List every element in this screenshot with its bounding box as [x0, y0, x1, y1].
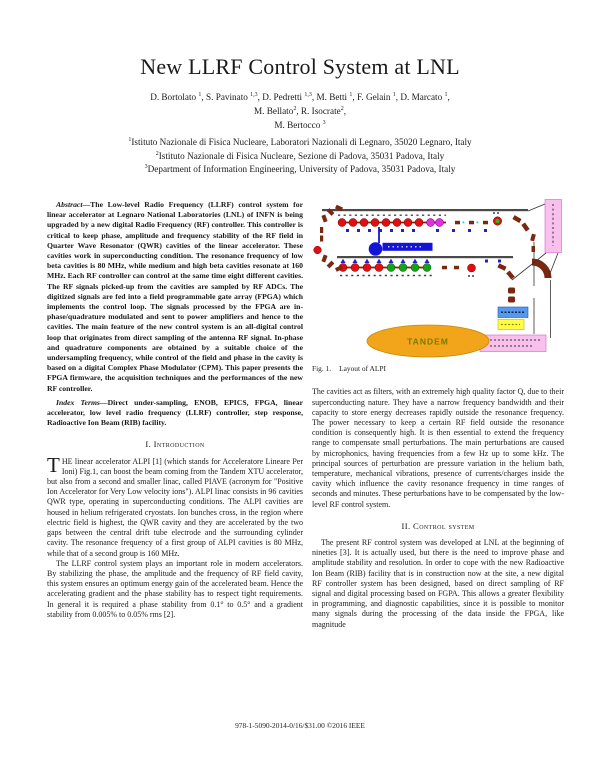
index-terms-text: —Direct under-sampling, ENOB, EPICS, FPGA, linear accelerator, low level radio frequency (LLRF) controller, step response, Radioactive Ion Beam (RIB) facility.: [47, 397, 303, 428]
index-terms-lead: Index Terms: [56, 397, 100, 407]
affiliation-list: [0, 135, 600, 176]
paper-header: [0, 54, 600, 176]
left-column: [47, 200, 303, 620]
label-box-blue: [498, 307, 528, 318]
injector-platform-box: [545, 200, 562, 253]
linac-girders: [322, 209, 528, 258]
svg-text:TANDEM: TANDEM: [407, 336, 449, 347]
intro-paragraph-1-text: HE linear accelerator ALPI [1] (which stands for Acceleratore Lineare Per Ioni) Fig.1, can boost the beam coming from the Tandem XTU accelerator, but also from a second and smaller linac, called PIAVE (acronym for "Positive Ion Accelerator for Very Low velocity ions"). ALPI linac consists in 96 cavities QWR type, operating in superconducting conditions. The ALPI cavities are housed in helium refrigerated cryostats. Ion bunches cross, in the region where electric field is highest, the QWR cavity and they are accelerated by the two gaps between the central drift tube electrode and the surrounding cylinder cavity. The resonance frequency of a first group of ALPI cavities is 80 MHz, while that of a second group is 160 MHz.: [47, 456, 303, 558]
intro-paragraph-2: The LLRF control system plays an important role in modern accelerators. By stabilizing the phase, the amplitude and the frequency of RF field cavity, this system ensures an optimum energy gain of the accelerated beam. Hence the accelerating gradient and the phase stability has to respect tight requirements. In general it is required a phase stability from 0.1° to 0.5° and a gradient stability from 0.005% to 0.05% rms [2].: [47, 558, 303, 619]
author-line-1: D. Bortolato $^1$, S. Pavinato $^{1,3}$, D. Pedretti $^{1,3}$, M. Betti $^1$, F. Gelain $^1$, D. Marcato $^1$,: [150, 92, 450, 103]
author-line-2: M. Bellato$^2$, R. Isocrate$^2$,: [254, 106, 346, 117]
index-terms-paragraph: [47, 398, 303, 429]
affiliation-line: $^2$Istituto Nazionale di Fisica Nucleare, Sezione di Padova, 35031 Padova, Italy: [155, 150, 445, 161]
buncher-cavity: [496, 219, 500, 223]
label-box-yellow: [498, 320, 524, 330]
copyright-notice: 978-1-5090-2014-0/16/$31.00 ©2016 IEEE: [235, 721, 365, 730]
abstract-text: —The Low-level Radio Frequency (LLRF) control system for linear accelerator at Legnaro National Laboratories (LNL) of INFN is being upgraded by a new digital Radio Frequency (RF) controller. This controller is critical to keep phase, amplitude and frequency stability of the RF field in Quarter Wave Resonator (QWR) cavities of the linear accelerator. These cavities work in superconducting condition. The resonance frequency of low beta cavities is 80 MHz, while medium and high beta cavities resonate at 160 MHz. Each RF controller can control at the same time eight different cavities. The RF signals picked-up from the cavities are sampled by RF ADCs. The digitized signals are fed into a field programmable gate array (FPGA) which implements the control loop. The signals processed by the FPGA are in-phase/quadrature modulated and sent to power amplifiers and hence to the cavities. The main feature of the new control system is an all-digital control loop that originates from direct sampling of the antenna RF signal. In-phase and quadrature components are obtained by a suitable choice of the undersampling frequency, while control of the field and phase in the cavity is based on a digital Complex Phase Modulator (CPM). This paper presents the FPGA firmware, the acquisition techniques and the performances of the new RF controller.: [47, 200, 303, 393]
alpi-layout-figure: [312, 198, 565, 358]
tandem-accelerator: [367, 325, 489, 357]
figure-caption-text: Layout of ALPI: [339, 364, 386, 374]
info-box-pink: [480, 335, 546, 352]
central-beamline-marker: [369, 227, 433, 256]
author-list: [0, 89, 600, 131]
affiliation-line: $^1$Istituto Nazionale di Fisica Nucleare, Laboratori Nazionali di Legnaro, 35020 Legnaro, Italy: [128, 137, 472, 148]
top-linac-branch: [338, 217, 502, 232]
drop-cap: T: [47, 452, 60, 477]
intro-paragraph-1: [47, 452, 303, 559]
right-column-text: [312, 387, 564, 629]
figure-1-caption: [312, 364, 565, 374]
right-column: [312, 198, 564, 630]
cavities-paragraph: The cavities act as filters, with an extremely high quality factor Q, due to their superconducting nature. They have a narrow frequency bandwidth and their capacity to store energy decreases rapidly outside the resonance frequency. The power necessary to keep a certain RF field outside the resonance condition is consequently high. It is then essential to extend the frequency range to compensate small perturbations. The main perturbations are caused by microphonics, having frequencies from a few Hz up to some kHz. The principal sources of perturbation are pressure variation in the helium bath, temperature, mechanical vibrations, presence of currents/charges inside the cavity which influence the cavity resonance frequency in time ranges of seconds and minutes. These perturbations have to be compensated by the low-level RF control system.: [312, 387, 564, 509]
figure-1-block: [312, 198, 565, 374]
paper-title: New LLRF Control System at LNL: [140, 54, 460, 79]
section-heading-control-system: II. Control system: [401, 520, 475, 531]
affiliation-line: $^3$Department of Information Engineering, University of Padova, 35031 Padova, Italy: [144, 164, 456, 175]
section-heading-introduction: I. Introduction: [145, 439, 205, 450]
bottom-linac-branch: [339, 259, 501, 272]
control-system-paragraph: The present RF control system was developed at LNL at the beginning of nineties [3]. It is actually used, but there is the need to improve phase and amplitude stability and resolution. In order to cope with the new Radioactive Ion Beam (RIB) facility that is in construction now at the site, a new digital RF controller system has been designed, based on direct sampling of RF signal and digital processing based on FGPA. This allows a greater flexibility in programming, and diagnostic capabilities, since it is possible to monitor many signals during the processing of the data inside the FPGA, like magnitude: [312, 538, 564, 629]
abstract-lead: Abstract: [56, 200, 83, 209]
figure-caption-label: Fig. 1.: [312, 364, 332, 374]
abstract-paragraph: [47, 200, 303, 394]
author-line-3: M. Bertocco $^3$: [274, 120, 326, 131]
